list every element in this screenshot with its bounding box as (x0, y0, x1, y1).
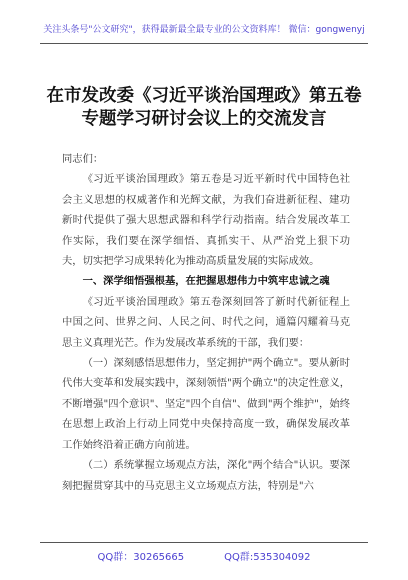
section-paragraph: （二）系统掌握立场观点方法，深化"两个结合"认识。要深刻把握贯穿其中的马克思主义立场观点方法，特别是"六 (62, 459, 350, 492)
salutation: 同志们： (62, 153, 104, 165)
document-body (62, 149, 350, 496)
footer-divider (40, 542, 368, 543)
intro-paragraph: 《习近平谈治国理政》第五卷是习近平新时代中国特色社会主义思想的权威著作和光辉文献，为我们奋进新征程、建功新时代提供了强大思想武器和科学行动指南。结合发展改革工作实际，我们要在深学细悟、真抓实干、从严治党上狠下功夫，切实把学习成果转化为推动高质量发展的实际成效。 (62, 173, 350, 268)
document-title: 在市发改委《习近平谈治国理政》第五卷专题学习研讨会议上的交流发言 (46, 86, 362, 129)
footer-qq-group-2: QQ群:535304092 (224, 552, 311, 563)
section-paragraph: （一）深刻感悟思想伟力，坚定拥护"两个确立"。要从新时代伟大变革和发展实践中，深刻领悟"两个确立"的决定性意义，不断增强"四个意识"、坚定"四个自信"、做到"两个维护"，始终在思想上政治上行动上同党中央保持高度一致，确保发展改革工作始终沿着正确方向前进。 (62, 357, 350, 451)
footer (0, 548, 408, 563)
header-divider (40, 43, 368, 44)
section-heading: 一、深学细悟强根基，在把握思想伟力中筑牢忠诚之魂 (82, 275, 330, 288)
section-paragraph: 《习近平谈治国理政》第五卷深刻回答了新时代新征程上中国之问、世界之问、人民之问、时代之问，通篇闪耀着马克思主义真理光芒。作为发展改革系统的干部，我们要： (62, 295, 350, 349)
footer-qq-group-1: QQ群：30265665 (97, 552, 185, 563)
header-promo-note: 关注头条号"公文研究"，获得最新最全最专业的公文资料库！ 微信：gongwenyj (43, 25, 365, 35)
